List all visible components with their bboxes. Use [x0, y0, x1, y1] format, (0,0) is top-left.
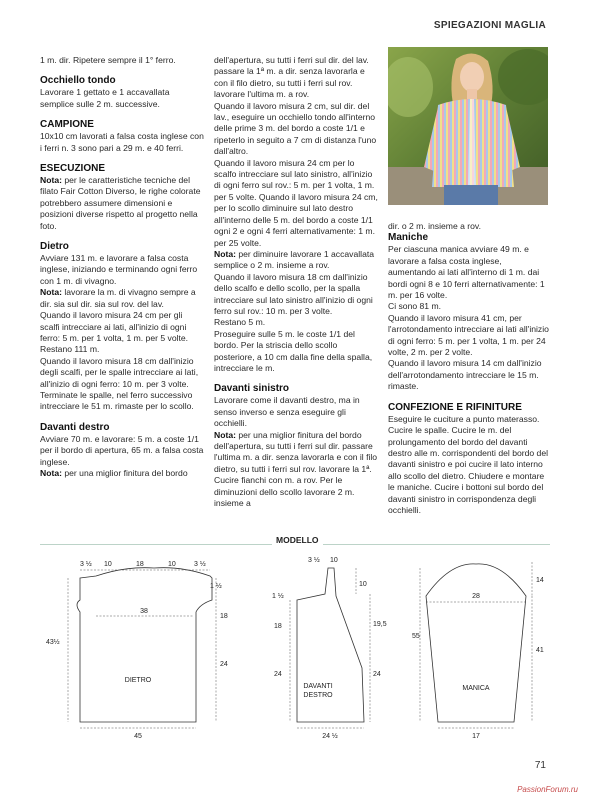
- paragraph: Quando il lavoro misura 24 cm per gli scalfi intrecciare ai lati, all'inizio di ogni ferro: 5 m. per 1 volta, 1 m. per 5 volte.: [40, 310, 189, 343]
- paragraph: Quando il lavoro misura 2 cm, sul dir. del lav., eseguire un occhiello tondo all'interno delle prime 3 m. del bordo a coste 1/1 e ripeterlo in seguito a 7 cm di distanza l'uno dall'altro.: [214, 100, 377, 157]
- dim-label: 19,5: [373, 621, 387, 628]
- section-header: SPIEGAZIONI MAGLIA: [433, 20, 546, 31]
- nota-label: Nota:: [40, 287, 62, 298]
- nota-label: Nota:: [214, 248, 236, 259]
- nota-label: Nota:: [214, 429, 236, 440]
- dim-label: 24: [220, 661, 228, 668]
- paragraph: Quando il lavoro misura 18 cm dall'inizio dello scalfo e dello scollo, per la spalla intrecciare sul lato sinistro all'inizio di ogni ferro sul rov.: 10 m. per 3 volte.: [214, 271, 373, 316]
- paragraph: Quando il lavoro misura 41 cm, per l'arrotondamento intrecciare ai lati all'inizio di ogni ferro: 5 m. per 1 volta, 1 m. per 24 volte, 2 m. per 2 volte.: [388, 312, 549, 358]
- piece-label: DAVANTI: [303, 683, 333, 690]
- model-photo: [388, 47, 548, 205]
- dim-label: 10: [330, 557, 338, 564]
- paragraph: Eseguire le cuciture a punto materasso. Cucire le spalle. Cucire le m. del prolungamento del bordo del davanti destro alle m. corrispondenti del bordo del davanti sinistro e poi cucire il lato interno allo scollo del dietro. Chiudere e montare le maniche. Cucire i bottoni sul bordo del davanti sinistro in corrispondenza degli occhielli.: [388, 413, 549, 515]
- dim-label: 18: [220, 613, 228, 620]
- dim-label: 24: [274, 671, 282, 678]
- heading-davanti-destro: Davanti destro: [40, 421, 110, 433]
- dim-label: 3 ½: [80, 561, 92, 568]
- paragraph: Terminate le spalle, nel ferro successivo intrecciare le 51 m. rimaste per lo scollo.: [40, 389, 194, 412]
- watermark-footer: PassionForum.ru: [517, 785, 578, 794]
- dim-label: 38: [140, 608, 148, 615]
- dim-label: 10: [359, 581, 367, 588]
- dim-label: 17: [472, 733, 480, 738]
- paragraph: Lavorare come il davanti destro, ma in senso inverso e senza eseguire gli occhielli.: [214, 395, 360, 429]
- piece-label: DESTRO: [303, 692, 333, 699]
- paragraph: Proseguire sulle 5 m. le coste 1/1 del bordo. Per la striscia dello scollo posteriore, a 10 cm dalla fine della spalla, intrecciare le m.: [214, 328, 373, 373]
- nota-text: per le caratteristiche tecniche del filato Fair Cotton Diverso, le righe colorate potrebbero assumere dimensioni e posizioni diverse rispetto al progetto nella foto.: [40, 175, 201, 231]
- dim-label: 43½: [46, 639, 60, 646]
- paragraph: [40, 468, 204, 479]
- heading-davanti-sinistro: Davanti sinistro: [214, 383, 290, 395]
- heading-maniche: Maniche: [388, 232, 429, 244]
- dim-label: 24 ½: [322, 733, 338, 738]
- dim-label: 1 ½: [210, 583, 222, 590]
- nota-text: lavorare la m. di vivagno sempre a dir. sia sul dir. sia sul rov. del lav.: [40, 287, 196, 309]
- dim-label: 45: [134, 733, 142, 738]
- paragraph: Lavorare 1 gettato e 1 accavallata semplice sulle 2 m. successive.: [40, 87, 170, 109]
- paragraph: 1 m. dir. Ripetere sempre il 1° ferro.: [40, 55, 176, 65]
- page-number: 71: [534, 760, 546, 771]
- dim-label: 24: [373, 671, 381, 678]
- paragraph: dir. o 2 m. insieme a rov.: [388, 221, 481, 231]
- paragraph: Quando il lavoro misura 14 cm dall'inizio dell'arrotondamento intrecciare le 15 m. rimaste.: [388, 358, 542, 392]
- paragraph: Avviare 70 m. e lavorare: 5 m. a coste 1/1 per il bordo di apertura, 65 m. a falsa costa inglese.: [40, 433, 204, 467]
- paragraph: [214, 430, 378, 510]
- pattern-diagram: [40, 548, 550, 738]
- paragraph: Quando il lavoro misura 24 cm per lo scalfo intrecciare sul lato sinistro, all'inizio di ogni ferro sul rov.: 5 m. per 1 volta, 1 m. per 5 volte. Quando il lavoro misura 24 cm, per lo scollo diminuire sul lato destro all'interno delle 5 m. del bordo a coste 1/1 ogni 2 e ogni 4 ferri alternativamente: 1 m. per 25 volte.: [214, 157, 378, 248]
- dim-label: 28: [472, 593, 480, 600]
- paragraph: 10x10 cm lavorati a falsa costa inglese con i ferri n. 3 sono pari a 29 m. e 40 ferri.: [40, 131, 204, 153]
- paragraph: Quando il lavoro misura 18 cm dall'inizio degli scalfi, per le spalle intrecciare ai lati, all'inizio di ogni ferro: 10 m. per 3 volte.: [40, 355, 199, 389]
- piece-label: MANICA: [462, 685, 490, 692]
- dim-label: 14: [536, 577, 544, 584]
- text-column-3: [388, 221, 550, 516]
- nota-text: per una miglior finitura del bordo dell'apertura, su tutti i ferri sul dir. passare l'ultima m. a dir. senza lavorarla e con il filo dietro, su tutti i ferri sul rov. lavorare la 1ª. Cucire fianchi con m. a rov. Per le diminuzioni dello scollo lavorare 2 m. insieme a: [214, 429, 378, 509]
- dim-label: 55: [412, 633, 420, 640]
- nota-label: Nota:: [40, 467, 62, 478]
- dim-label: 41: [536, 647, 544, 654]
- diagram-title: MODELLO: [272, 535, 323, 545]
- paragraph: [214, 249, 378, 272]
- paragraph: Avviare 131 m. e lavorare a falsa costa inglese, iniziando e terminando ogni ferro con 1 m. di vivagno.: [40, 253, 198, 286]
- dim-label: 3 ½: [308, 557, 320, 564]
- nota-text: per diminuire lavorare 1 accavallata semplice o 2 m. insieme a rov.: [214, 248, 375, 271]
- dim-label: 10: [104, 561, 112, 568]
- heading-esecuzione: ESECUZIONE: [40, 163, 106, 175]
- heading-occhiello: Occhiello tondo: [40, 75, 116, 87]
- nota-label: Nota:: [40, 175, 62, 186]
- dim-label: 18: [136, 561, 144, 568]
- heading-campione: CAMPIONE: [40, 119, 94, 131]
- piece-label: DIETRO: [124, 677, 152, 684]
- paragraph: Ci sono 81 m.: [388, 301, 442, 312]
- paragraph: Restano 111 m.: [40, 344, 100, 355]
- paragraph: [40, 175, 204, 232]
- dim-label: 18: [274, 623, 282, 630]
- dim-label: 10: [168, 561, 176, 568]
- dim-label: 1 ½: [272, 593, 284, 600]
- paragraph: Restano 5 m.: [214, 317, 266, 328]
- heading-dietro: Dietro: [40, 241, 69, 253]
- paragraph: [40, 287, 204, 310]
- heading-confezione: CONFEZIONE E RIFINITURE: [388, 401, 522, 413]
- text-column-2: [214, 55, 378, 509]
- paragraph: dell'apertura, su tutti i ferri sul dir. del lav. passare la 1ª m. a dir. senza lavorarla e con il filo dietro, su tutti i ferri sul rov. lavorare l'ultima m. a rov.: [214, 55, 369, 100]
- dim-label: 3 ½: [194, 561, 206, 568]
- paragraph: Per ciascuna manica avviare 49 m. e lavorare a falsa costa inglese, aumentando ai lati all'interno di 1 m. dai bordi ogni 8 e 10 ferri alternativamente: 1 m. per 16 volte.: [388, 244, 545, 301]
- text-column-1: [40, 55, 204, 479]
- nota-text: per una miglior finitura del bordo: [61, 467, 188, 478]
